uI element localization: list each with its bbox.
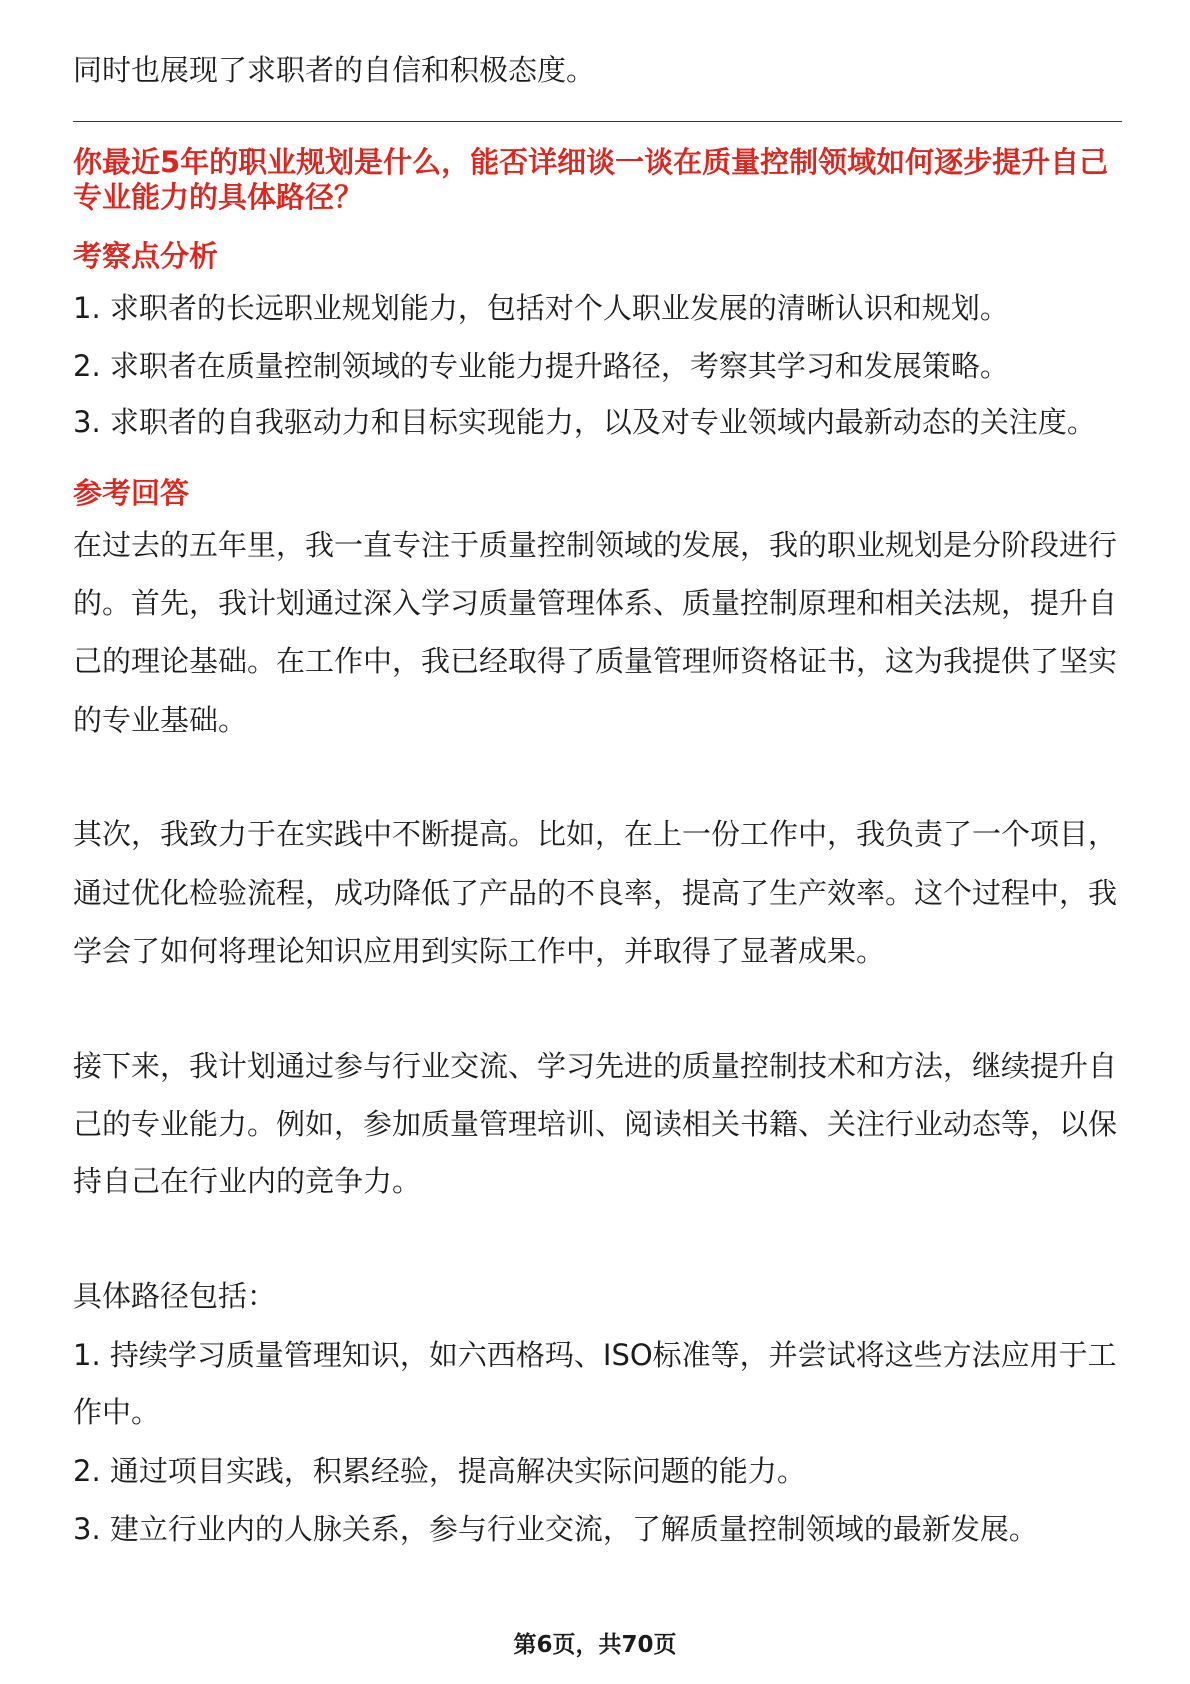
answer-line: 己的专业能力。例如，参加质量管理培训、阅读相关书籍、关注行业动态等，以保 [73, 1107, 1118, 1141]
path-intro: 具体路径包括： [73, 1279, 277, 1313]
path-item-line: 3. 建立行业内的人脉关系，参与行业交流，了解质量控制领域的最新发展。 [73, 1512, 1038, 1546]
page-footer: 第6页，共70页 [513, 1632, 677, 1658]
analysis-heading: 考察点分析 [73, 239, 219, 273]
path-item-line: 作中。 [73, 1395, 161, 1429]
analysis-item: 1. 求职者的长远职业规划能力，包括对个人职业发展的清晰认识和规划。 [73, 291, 1009, 325]
answer-line: 通过优化检验流程，成功降低了产品的不良率，提高了生产效率。这个过程中，我 [73, 876, 1118, 910]
answer-line: 持自己在行业内的竞争力。 [73, 1164, 422, 1198]
intro-line: 同时也展现了求职者的自信和积极态度。 [73, 53, 596, 87]
analysis-item: 3. 求职者的自我驱动力和目标实现能力，以及对专业领域内最新动态的关注度。 [73, 405, 1096, 439]
answer-line: 的专业基础。 [73, 703, 248, 737]
analysis-item: 2. 求职者在质量控制领域的专业能力提升路径，考察其学习和发展策略。 [73, 349, 1009, 383]
question-line: 专业能力的具体路径？ [73, 180, 364, 214]
path-item-line: 2. 通过项目实践，积累经验，提高解决实际问题的能力。 [73, 1454, 806, 1488]
question-line: 你最近5年的职业规划是什么，能否详细谈一谈在质量控制领域如何逐步提升自己 [73, 145, 1109, 179]
answer-line: 其次，我致力于在实践中不断提高。比如，在上一份工作中，我负责了一个项目， [73, 817, 1118, 851]
answer-line: 的。首先，我计划通过深入学习质量管理体系、质量控制原理和相关法规，提升自 [73, 586, 1118, 620]
answer-line: 接下来，我计划通过参与行业交流、学习先进的质量控制技术和方法，继续提升自 [73, 1049, 1118, 1083]
path-item-line: 1. 持续学习质量管理知识，如六西格玛、ISO标准等，并尝试将这些方法应用于工 [73, 1338, 1117, 1372]
answer-line: 己的理论基础。在工作中，我已经取得了质量管理师资格证书，这为我提供了坚实 [73, 644, 1118, 678]
answer-line: 学会了如何将理论知识应用到实际工作中，并取得了显著成果。 [73, 934, 886, 968]
answer-line: 在过去的五年里，我一直专注于质量控制领域的发展，我的职业规划是分阶段进行 [73, 528, 1118, 562]
section-divider [73, 121, 1122, 122]
answer-heading: 参考回答 [73, 476, 190, 510]
